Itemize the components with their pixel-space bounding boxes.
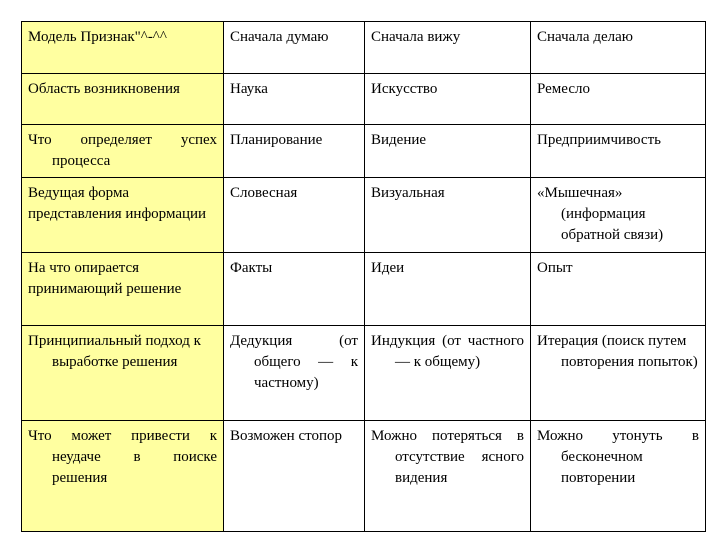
row-label: На что опирается принимающий решение <box>28 260 182 297</box>
cell-text: Наука <box>230 81 268 97</box>
table-cell <box>224 253 365 326</box>
comparison-table <box>21 21 706 532</box>
row-label-cell <box>22 74 224 125</box>
table-cell <box>224 326 365 421</box>
header-col-see <box>365 22 531 74</box>
header-col-do <box>531 22 706 74</box>
table-cell <box>224 178 365 253</box>
table-cell <box>531 74 706 125</box>
table-cell <box>531 326 706 421</box>
row-label: Принципиальный подход к выработке решения <box>28 333 201 370</box>
cell-text: Идеи <box>371 260 405 276</box>
table-cell <box>365 421 531 532</box>
table-row <box>22 125 706 178</box>
cell-text: Итерация (поиск путем повторения попыток) <box>537 333 698 370</box>
cell-text: Возможен стопор <box>230 428 342 444</box>
table-cell <box>365 253 531 326</box>
table-row <box>22 253 706 326</box>
table-cell <box>531 421 706 532</box>
cell-text: Предприимчивость <box>537 132 661 148</box>
row-label-cell <box>22 326 224 421</box>
cell-text: Индукция (от частного — к общему) <box>371 333 524 370</box>
row-label: Что может привести к неудаче в поиске решения <box>28 428 217 486</box>
row-label-cell <box>22 253 224 326</box>
row-label-cell <box>22 421 224 532</box>
table-cell <box>365 178 531 253</box>
row-label: Ведущая форма представления информации <box>28 185 207 222</box>
cell-text: Визуальная <box>371 185 445 201</box>
cell-text: Факты <box>230 260 273 276</box>
header-col-think-text: Сначала думаю <box>230 29 329 45</box>
table-cell <box>531 253 706 326</box>
table-cell <box>531 125 706 178</box>
cell-text: Можно потеряться в отсутствие ясного видения <box>371 428 524 486</box>
table-row <box>22 326 706 421</box>
row-label: Область возникновения <box>28 81 180 97</box>
table-cell <box>224 74 365 125</box>
cell-text: Можно утонуть в бесконечном повторении <box>537 428 699 486</box>
cell-text: Видение <box>371 132 427 148</box>
header-label: Модель Признак"^-^^ <box>28 29 167 45</box>
table-cell <box>365 125 531 178</box>
table-cell <box>365 74 531 125</box>
row-label-cell <box>22 125 224 178</box>
header-label-cell <box>22 22 224 74</box>
table-cell <box>224 421 365 532</box>
cell-text: Планирование <box>230 132 323 148</box>
header-col-think <box>224 22 365 74</box>
header-col-see-text: Сначала вижу <box>371 29 461 45</box>
cell-text: Ремесло <box>537 81 590 97</box>
row-label-cell <box>22 178 224 253</box>
table-cell <box>365 326 531 421</box>
table-row <box>22 421 706 532</box>
table-cell <box>531 178 706 253</box>
table-cell <box>224 125 365 178</box>
cell-text: «Мышечная» (информация обратной связи) <box>537 185 664 243</box>
header-col-do-text: Сначала делаю <box>537 29 633 45</box>
table-row <box>22 74 706 125</box>
cell-text: Опыт <box>537 260 573 276</box>
cell-text: Словесная <box>230 185 298 201</box>
header-row <box>22 22 706 74</box>
cell-text: Дедукция (от общего — к частному) <box>230 333 358 391</box>
row-label: Что определяет успех процесса <box>28 132 217 169</box>
cell-text: Искусство <box>371 81 438 97</box>
table-row <box>22 178 706 253</box>
